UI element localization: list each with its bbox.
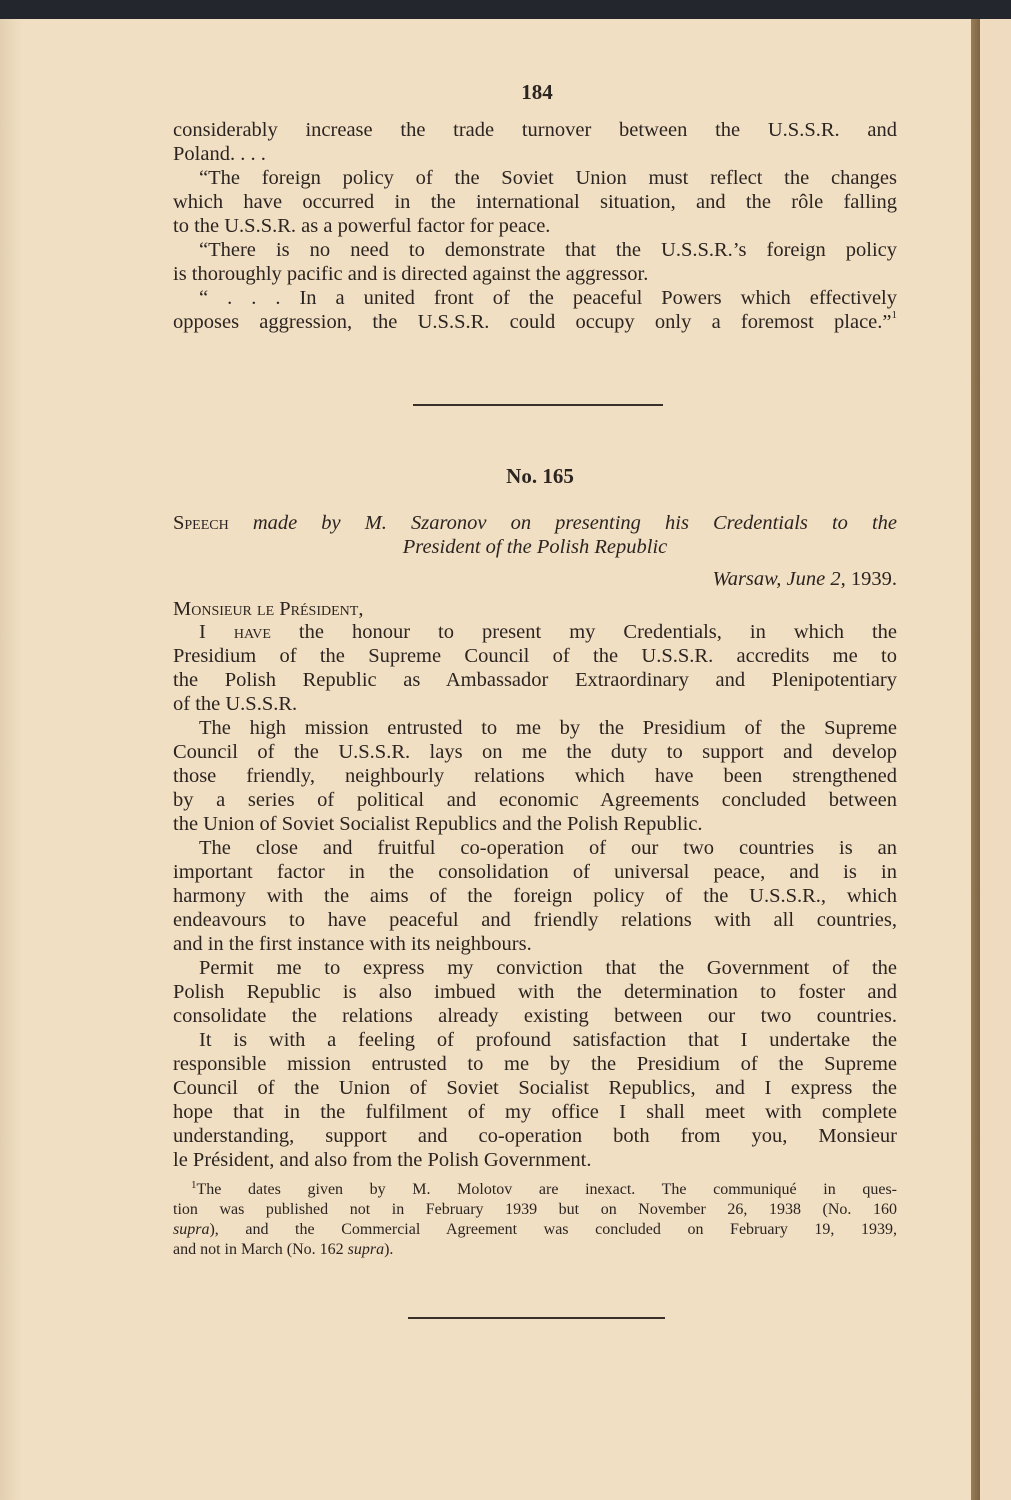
text-line <box>173 716 897 740</box>
page-left-edge <box>0 19 22 1500</box>
text-run: important factor in the consolidation of universal peace, and is in <box>173 861 897 883</box>
text-run: le Président, and also from the Polish Government. <box>173 1149 592 1171</box>
text-run: understanding, support and co-operation both from you, Monsieur <box>173 1125 897 1147</box>
text-line <box>173 1148 897 1172</box>
text-run: which have occurred in the international situation, and the rôle falling <box>173 191 897 213</box>
text-line <box>173 836 897 860</box>
section-divider-bottom <box>408 1317 665 1319</box>
text-run: “ . . . In a united front of the peaceful Powers which effectively <box>199 287 897 309</box>
text-run: those friendly, neighbourly relations which have been strengthened <box>173 765 897 787</box>
text-line <box>173 980 897 1004</box>
text-run: of the U.S.S.R. <box>173 693 298 715</box>
text-line <box>173 764 897 788</box>
document-number: No. 165 <box>506 464 574 488</box>
text-run: Presidium of the Supreme Council of the U.S.S.R. accredits me to <box>173 645 897 667</box>
footnote-line <box>173 1220 897 1240</box>
text-line <box>173 812 897 836</box>
text-run: Poland. . . . <box>173 143 266 165</box>
text-line <box>173 118 897 142</box>
text-run: “There is no need to demonstrate that the U.S.S.R.’s foreign policy <box>199 239 897 261</box>
text-run: supra <box>173 1221 210 1238</box>
text-run: supra <box>347 1241 385 1258</box>
text-run: I <box>199 621 234 643</box>
text-line <box>173 932 897 956</box>
footnote-line <box>173 1180 897 1200</box>
text-line <box>173 740 897 764</box>
text-line <box>173 956 897 980</box>
text-run: responsible mission entrusted to me by the Presidium of the Supreme <box>173 1053 897 1075</box>
scan-top-border <box>0 0 1011 19</box>
text-line <box>173 620 897 644</box>
heading-line-2: President of the Polish Republic <box>402 536 668 558</box>
text-run: consolidate the relations already existing between our two countries. <box>173 1005 897 1027</box>
heading-title: made by M. Szaronov on presenting his Credentials to the <box>252 512 898 534</box>
page-fold-shadow <box>971 19 980 1500</box>
heading-place-date <box>173 567 897 591</box>
next-page-edge <box>980 19 1011 1500</box>
text-run: and not in March (No. 162 <box>173 1241 348 1258</box>
footnote-marker: 1 <box>191 1179 197 1191</box>
text-line <box>173 190 897 214</box>
text-run: tion was published not in February 1939 but on November 26, 1938 (No. 160 <box>173 1201 897 1218</box>
text-line <box>173 310 897 334</box>
text-run: considerably increase the trade turnover between the U.S.S.R. and <box>173 119 897 141</box>
section-divider <box>413 404 663 406</box>
text-run: the Polish Republic as Ambassador Extraordinary and Plenipotentiary <box>173 669 897 691</box>
text-line <box>173 860 897 884</box>
text-run: ), and the Commercial Agreement was concluded on February 19, 1939, <box>209 1221 897 1238</box>
text-run: have <box>233 621 271 643</box>
footnote-line <box>173 1200 897 1220</box>
text-run: “The foreign policy of the Soviet Union must reflect the changes <box>199 167 897 189</box>
text-run: The dates given by M. Molotov are inexact. The communiqué in ques- <box>196 1181 897 1198</box>
text-run: hope that in the fulfilment of my office I shall meet with complete <box>173 1101 897 1123</box>
text-line <box>173 238 897 262</box>
text-run: Council of the U.S.S.R. lays on me the duty to support and develop <box>173 741 897 763</box>
text-run: Council of the Union of Soviet Socialist Republics, and I express the <box>173 1077 897 1099</box>
text-line <box>173 644 897 668</box>
heading-speech: Speech <box>173 512 229 534</box>
text-run: The high mission entrusted to me by the Presidium of the Supreme <box>199 717 897 739</box>
footnote-marker: 1 <box>891 309 897 321</box>
text-line <box>173 668 897 692</box>
text-run: the honour to present my Credentials, in which the <box>270 621 897 643</box>
text-run: is thoroughly pacific and is directed against the aggressor. <box>173 263 649 285</box>
text-run: The close and fruitful co-operation of our two countries is an <box>199 837 897 859</box>
footnote-line <box>173 1240 897 1260</box>
text-run: It is with a feeling of profound satisfaction that I undertake the <box>199 1029 897 1051</box>
text-line <box>173 286 897 310</box>
page-number: 184 <box>521 80 553 104</box>
text-line <box>173 1052 897 1076</box>
text-line <box>173 142 897 166</box>
text-run: by a series of political and economic Agreements concluded between <box>173 789 897 811</box>
heading-line-1 <box>173 511 897 535</box>
text-line <box>173 1100 897 1124</box>
text-line <box>173 166 897 190</box>
text-run: the Union of Soviet Socialist Republics and the Polish Republic. <box>173 813 703 835</box>
text-line <box>173 1124 897 1148</box>
text-line <box>173 692 897 716</box>
text-line <box>173 262 897 286</box>
text-run: and in the first instance with its neighbours. <box>173 933 532 955</box>
text-run: Permit me to express my conviction that the Government of the <box>199 957 897 979</box>
text-run: opposes aggression, the U.S.S.R. could occupy only a foremost place.” <box>173 311 892 333</box>
year: 1939. <box>850 568 897 590</box>
text-run: endeavours to have peaceful and friendly relations with all countries, <box>173 909 897 931</box>
place-date: Warsaw, June 2, <box>712 568 846 590</box>
text-line <box>173 214 897 238</box>
text-line <box>173 1028 897 1052</box>
text-run: to the U.S.S.R. as a powerful factor for peace. <box>173 215 551 237</box>
salutation: Monsieur le Président, <box>173 598 364 620</box>
text-line <box>173 788 897 812</box>
text-line <box>173 1076 897 1100</box>
text-line <box>173 884 897 908</box>
text-line <box>173 1004 897 1028</box>
text-run: Polish Republic is also imbued with the determination to foster and <box>173 981 897 1003</box>
text-run: harmony with the aims of the foreign policy of the U.S.S.R., which <box>173 885 897 907</box>
text-run: ). <box>384 1241 394 1258</box>
text-line <box>173 908 897 932</box>
